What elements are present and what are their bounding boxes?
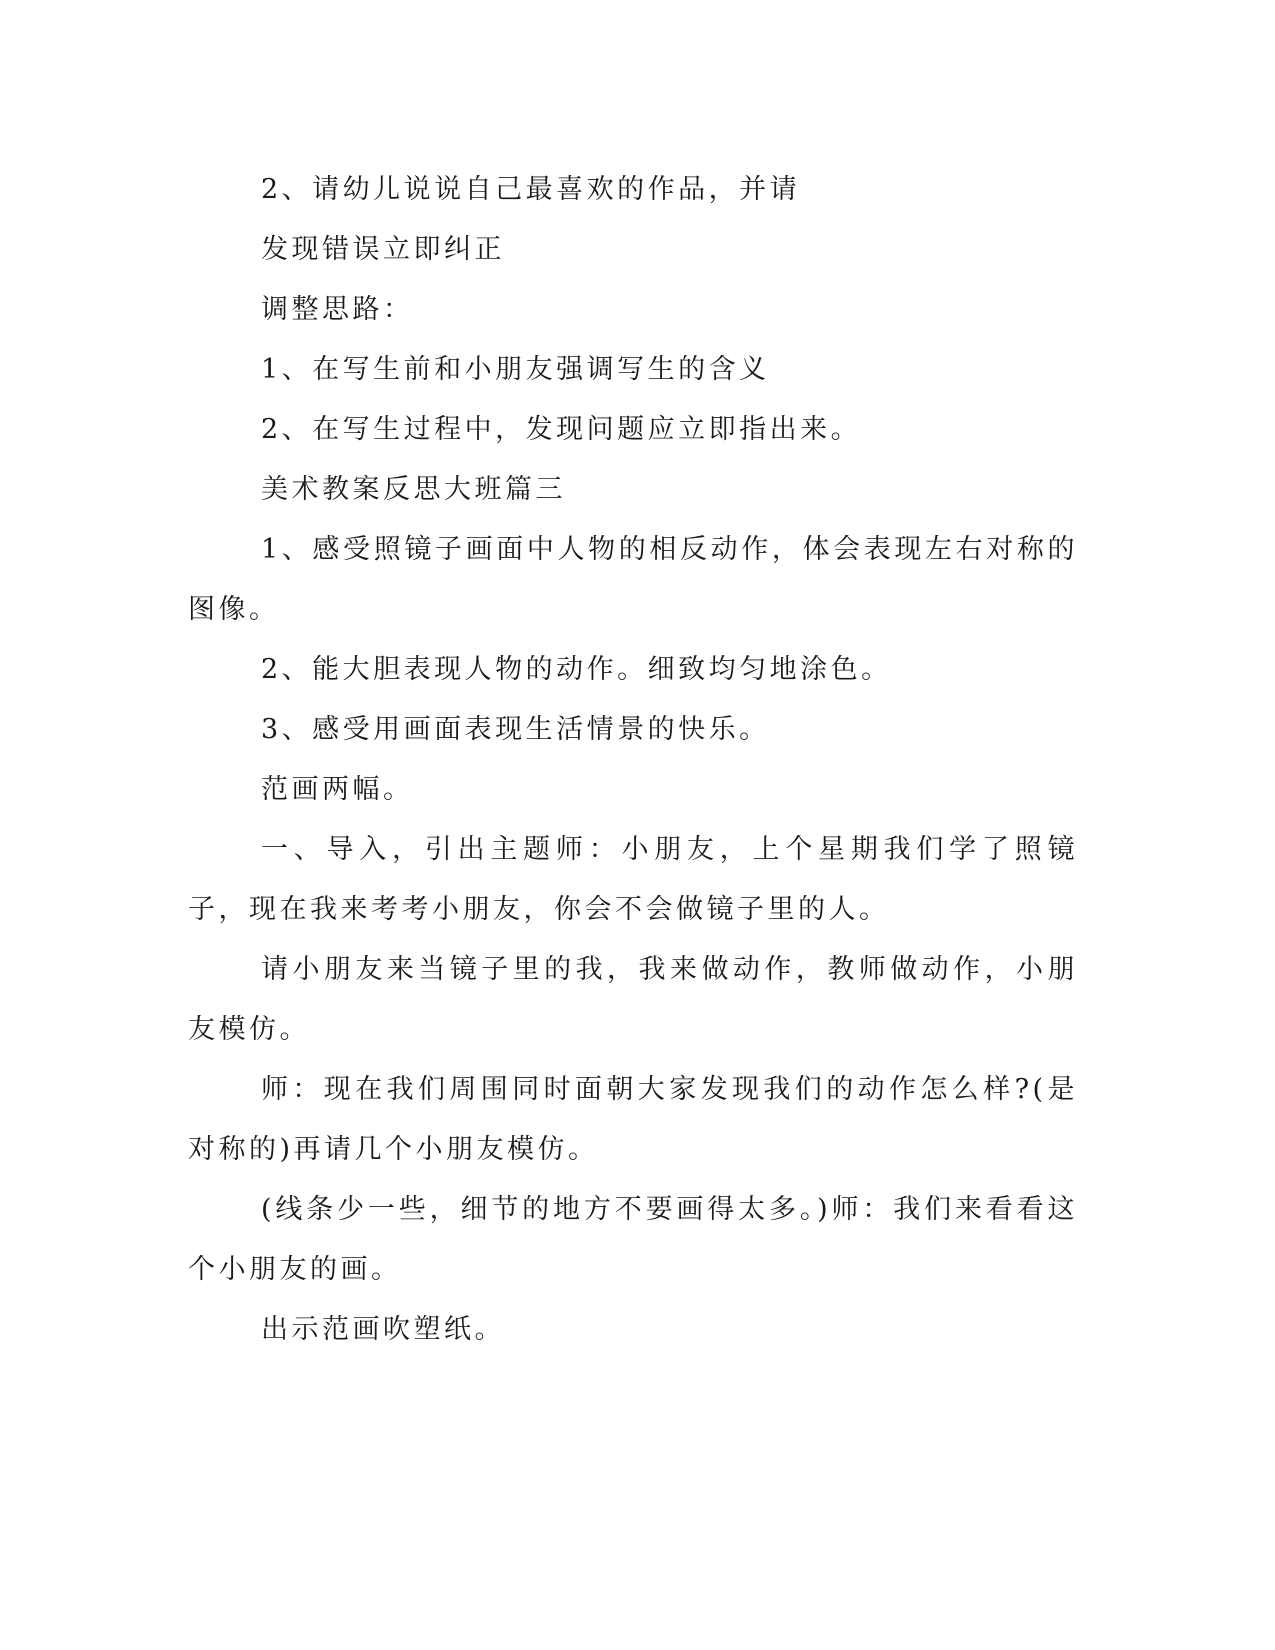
paragraph: 发现错误立即纠正: [261, 234, 505, 265]
paragraph: 2、能大胆表现人物的动作。细致均匀地涂色。: [261, 654, 892, 685]
paragraph: 1、感受照镜子画面中人物的相反动作，体会表现左右对称的图像。: [188, 534, 1078, 625]
paragraph: (线条少一些，细节的地方不要画得太多。)师：我们来看看这个小朋友的画。: [188, 1194, 1078, 1285]
paragraph: 范画两幅。: [261, 774, 414, 805]
paragraph: 一、导入，引出主题师：小朋友，上个星期我们学了照镜子，现在我来考考小朋友，你会不会做镜子里的人。: [188, 834, 1078, 925]
paragraph: 3、感受用画面表现生活情景的快乐。: [261, 714, 770, 745]
paragraph: 1、在写生前和小朋友强调写生的含义: [261, 354, 770, 385]
paragraph: 2、在写生过程中，发现问题应立即指出来。: [261, 414, 862, 445]
paragraph: 调整思路：: [261, 294, 414, 325]
paragraph: 2、请幼儿说说自己最喜欢的作品，并请: [261, 174, 801, 205]
paragraph: 师：现在我们周围同时面朝大家发现我们的动作怎么样?(是对称的)再请几个小朋友模仿。: [188, 1074, 1078, 1165]
paragraph: 出示范画吹塑纸。: [261, 1314, 505, 1345]
section-heading: 美术教案反思大班篇三: [261, 474, 566, 505]
paragraph: 请小朋友来当镜子里的我，我来做动作，教师做动作，小朋友模仿。: [188, 954, 1078, 1045]
document-body: [188, 160, 1078, 1360]
